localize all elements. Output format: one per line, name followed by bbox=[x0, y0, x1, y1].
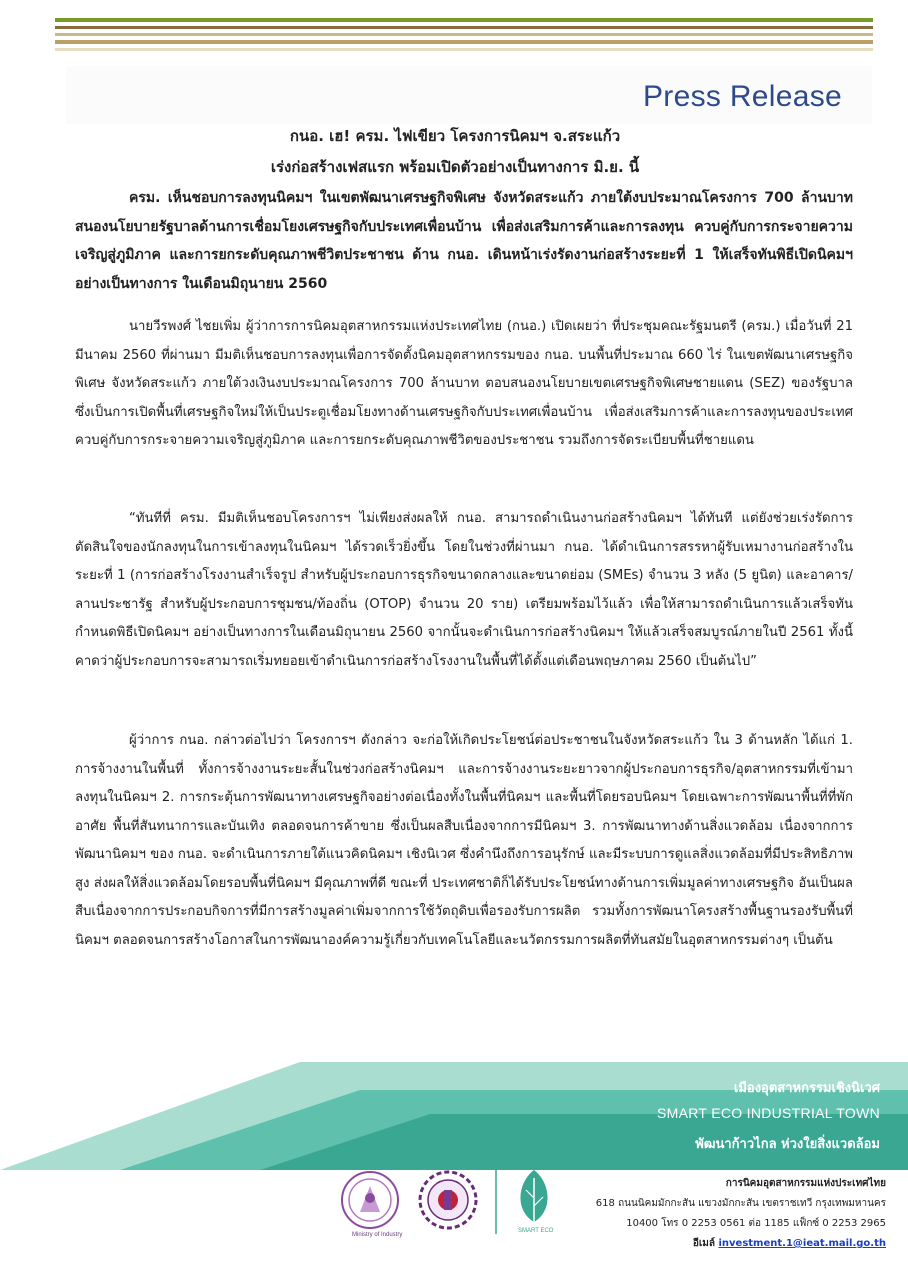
slogan-thai-1: เมืองอุตสาหกรรมเชิงนิเวศ bbox=[733, 1081, 880, 1096]
org-name: การนิคมอุตสาหกรรมแห่งประเทศไทย bbox=[725, 1178, 886, 1189]
email-label: อีเมล์ bbox=[692, 1238, 715, 1249]
ieat-logo bbox=[420, 1172, 476, 1228]
slogan-thai-2: พัฒนาก้าวไกล ห่วงใยสิ่งแวดล้อม bbox=[695, 1137, 880, 1152]
body-paragraph-1: นายวีรพงศ์ ไชยเพิ่ม ผู้ว่าการการนิคมอุตสาหกรรมแห่งประเทศไทย (กนอ.) เปิดเผยว่า ที่ประชุมคณะรัฐมนตรี (ครม.) เมื่อวันที่ 21 มีนาคม 2560 ที่ผ่านมา มีมติเห็นชอบการลงทุนเพื่อการจัดตั้งนิคมอุตสาหกรรมของ กนอ. บนพื้นที่ประมาณ 660 ไร่ ในเขตพัฒนาเศรษฐกิจพิเศษ จังหวัดสระแก้ว ภายใต้วงเงินงบประมาณโครงการ 700 ล้านบาท ตอบสนองนโยบายเขตเศรษฐกิจพิเศษชายแดน (SEZ) ของรัฐบาล ซึ่งเป็นการเปิดพื้นที่เศรษฐกิจใหม่ให้เป็นประตูเชื่อมโยงทางด้านเศรษฐกิจกับประเทศเพื่อนบ้าน เพื่อส่งเสริมการค้าและการลงทุนของประเทศ ควบคู่กับการกระจายความเจริญสู่ภูมิภาค และการยกระดับคุณภาพชีวิตของประชาชน รวมถึงการจัดระเบียบพื้นที่ชายแดน bbox=[75, 319, 853, 448]
header-stripes bbox=[55, 18, 873, 55]
org-phone: 10400 โทร 0 2253 0561 ต่อ 1185 แฟ็กซ์ 0 2253 2965 bbox=[626, 1218, 886, 1229]
headline-line-2: เร่งก่อสร้างเฟสแรก พร้อมเปิดตัวอย่างเป็นทางการ มิ.ย. นี้ bbox=[270, 158, 640, 176]
smart-eco-caption: SMART ECO bbox=[518, 1228, 554, 1234]
org-address: 618 ถนนนิคมมักกะสัน แขวงมักกะสัน เขตราชเทวี กรุงเทพมหานคร bbox=[595, 1198, 886, 1209]
smart-eco-leaf-logo bbox=[520, 1170, 547, 1222]
lead-paragraph: ครม. เห็นชอบการลงทุนนิคมฯ ในเขตพัฒนาเศรษฐกิจพิเศษ จังหวัดสระแก้ว ภายใต้งบประมาณโครงการ 700 ล้านบาท สนองนโยบายรัฐบาลด้านการเชื่อมโยงเศรษฐกิจกับประเทศเพื่อนบ้าน เพื่อส่งเสริมการค้าและการลงทุน ควบคู่กับการกระจายความเจริญสู่ภูมิภาค และการยกระดับคุณภาพชีวิตประชาชน ด้าน กนอ. เดินหน้าเร่งรัดงานก่อสร้างระยะที่ 1 ให้เสร็จทันพิธีเปิดนิคมฯ อย่างเป็นทางการ ในเดือนมิถุนายน 2560 bbox=[75, 190, 853, 292]
footer-logos bbox=[336, 1168, 572, 1244]
press-release-title: Press Release bbox=[643, 80, 842, 113]
headline-line-1: กนอ. เฮ! ครม. ไฟเขียว โครงการนิคมฯ จ.สระแก้ว bbox=[289, 127, 621, 145]
body-paragraph-2: “ทันทีที่ ครม. มีมติเห็นชอบโครงการฯ ไม่เพียงส่งผลให้ กนอ. สามารถดำเนินงานก่อสร้างนิคมฯ ได้ทันที แต่ยังช่วยเร่งรัดการตัดสินใจของนักลงทุนในการเข้าลงทุนในนิคมฯ ได้รวดเร็วยิ่งขึ้น โดยในช่วงที่ผ่านมา กนอ. ได้ดำเนินการสรรหาผู้รับเหมางานก่อสร้างในระยะที่ 1 (การก่อสร้างโรงงานสำเร็จรูป สำหรับผู้ประกอบการธุรกิจขนาดกลางและขนาดย่อม (SMEs) จำนวน 3 หลัง (5 ยูนิต) และอาคาร/ลานประชารัฐ สำหรับผู้ประกอบการชุมชน/ท้องถิ่น (OTOP) จำนวน 20 ราย) เตรียมพร้อมไว้แล้ว เพื่อให้สามารถดำเนินการแล้วเสร็จทันกำหนดพิธีเปิดนิคมฯ อย่างเป็นทางการในเดือนมิถุนายน 2560 จากนั้นจะดำเนินการก่อสร้างนิคมฯ ให้แล้วเสร็จสมบูรณ์ภายในปี 2561 ทั้งนี้ คาดว่าผู้ประกอบการจะสามารถเริ่มทยอยเข้าดำเนินการก่อสร้างโรงงานในพื้นที่ได้ตั้งแต่เดือนพฤษภาคม 2560 เป็นต้นไป” bbox=[75, 511, 853, 669]
ministry-caption: Ministry of Industry bbox=[352, 1232, 403, 1238]
slogan-english: SMART ECO INDUSTRIAL TOWN bbox=[657, 1105, 880, 1121]
body-paragraph-3: ผู้ว่าการ กนอ. กล่าวต่อไปว่า โครงการฯ ดังกล่าว จะก่อให้เกิดประโยชน์ต่อประชาชนในจังหวัดสระแก้ว ใน 3 ด้านหลัก ได้แก่ 1. การจ้างงานในพื้นที่ ทั้งการจ้างงานระยะสั้นในช่วงก่อสร้างนิคมฯ และการจ้างงานระยะยาวจากผู้ประกอบการธุรกิจ/อุตสาหกรรมที่เข้ามาลงทุนในนิคมฯ 2. การกระตุ้นการพัฒนาทางเศรษฐกิจอย่างต่อเนื่องทั้งในพื้นที่นิคมฯ และพื้นที่โดยรอบนิคมฯ โดยเฉพาะการพัฒนาพื้นที่ที่พักอาศัย พื้นที่สันทนาการและบันเทิง ตลอดจนการค้าขาย ซึ่งเป็นผลสืบเนื่องจากการมีนิคมฯ 3. การพัฒนาทางด้านสิ่งแวดล้อม เนื่องจากการพัฒนานิคมฯ ของ กนอ. จะดำเนินการภายใต้แนวคิดนิคมฯ เชิงนิเวศ ซึ่งคำนึงถึงการอนุรักษ์ และมีระบบการดูแลสิ่งแวดล้อมที่มีประสิทธิภาพสูง ส่งผลให้สิ่งแวดล้อมโดยรอบพื้นที่นิคมฯ มีคุณภาพที่ดี ขณะที่ ประเทศชาติก็ได้รับประโยชน์ทางด้านการเพิ่มมูลค่าทางเศรษฐกิจ อันเป็นผลสืบเนื่องจากการประกอบกิจการที่มีการสร้างมูลค่าเพิ่มจากการใช้วัตถุดิบเพื่อรองรับการผลิต รวมทั้งการพัฒนาโครงสร้างพื้นฐานรองรับพื้นที่นิคมฯ ตลอดจนการสร้างโอกาสในการพัฒนาองค์ความรู้เกี่ยวกับเทคโนโลยีและนวัตกรรมการผลิตที่ทันสมัยในอุตสาหกรรมต่างๆ เป็นต้น bbox=[75, 733, 853, 948]
email-link[interactable]: investment.1@ieat.mail.go.th bbox=[718, 1238, 886, 1249]
ministry-of-industry-logo bbox=[342, 1172, 398, 1228]
org-email-line bbox=[693, 1236, 886, 1251]
